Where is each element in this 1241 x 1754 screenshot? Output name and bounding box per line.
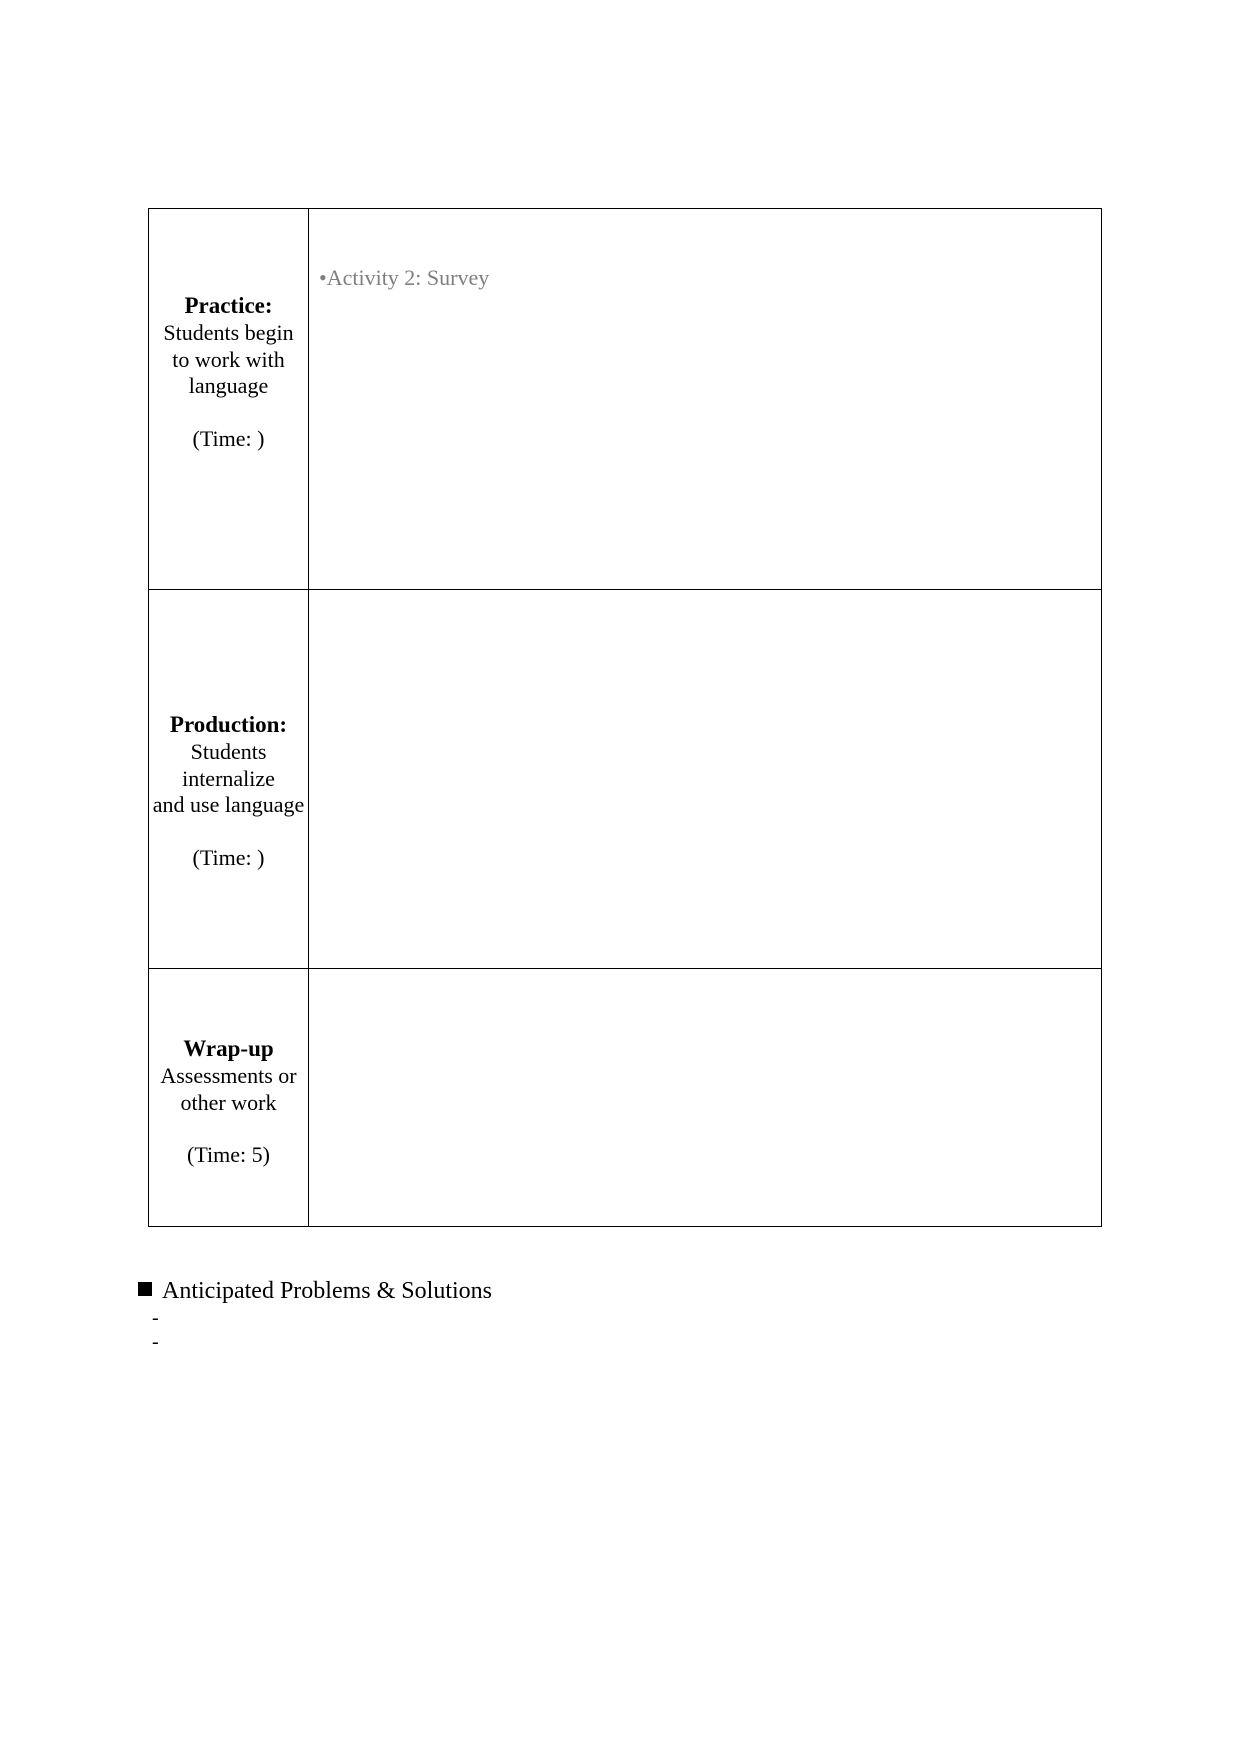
section-heading (138, 1276, 492, 1306)
activity-text (309, 969, 1101, 1025)
list-item: - (152, 1331, 159, 1353)
stage-label (149, 711, 308, 871)
stage-content-cell[interactable] (309, 969, 1102, 1227)
section-heading-text: Anticipated Problems & Solutions (162, 1278, 492, 1304)
stage-description-line: Students (190, 739, 267, 765)
stage-description-line: Students begin (163, 320, 294, 346)
stage-title: Production: (169, 712, 288, 738)
stage-label-cell (149, 209, 309, 590)
stage-label-cell (149, 590, 309, 969)
stage-label (149, 292, 308, 452)
stage-description-line: other work (180, 1089, 277, 1115)
stage-description-line: to work with (172, 346, 285, 372)
stage-title: Wrap-up (183, 1036, 274, 1061)
stage-description-line: Assessments or (160, 1063, 297, 1088)
stage-label-cell (149, 969, 309, 1227)
stage-content-cell[interactable] (309, 209, 1102, 590)
stage-description-line: language (188, 373, 269, 399)
table-row (149, 590, 1102, 969)
anticipated-problems-section (138, 1276, 492, 1354)
stage-title: Practice: (184, 293, 273, 319)
list-item: - (152, 1307, 159, 1329)
stage-time: (Time: ) (192, 844, 265, 870)
stage-description-line: and use language (152, 792, 305, 818)
black-square-icon (138, 1282, 152, 1296)
table-row (149, 209, 1102, 590)
stage-content-cell[interactable] (309, 590, 1102, 969)
activity-text (309, 590, 1101, 646)
activity-text: •Activity 2: Survey (319, 265, 490, 290)
stage-label (149, 1035, 308, 1168)
stage-time: (Time: ) (192, 425, 265, 451)
stage-description-line: internalize (182, 765, 275, 791)
stage-time: (Time: 5) (187, 1142, 270, 1167)
lesson-plan-table (148, 208, 1102, 1227)
table-row (149, 969, 1102, 1227)
